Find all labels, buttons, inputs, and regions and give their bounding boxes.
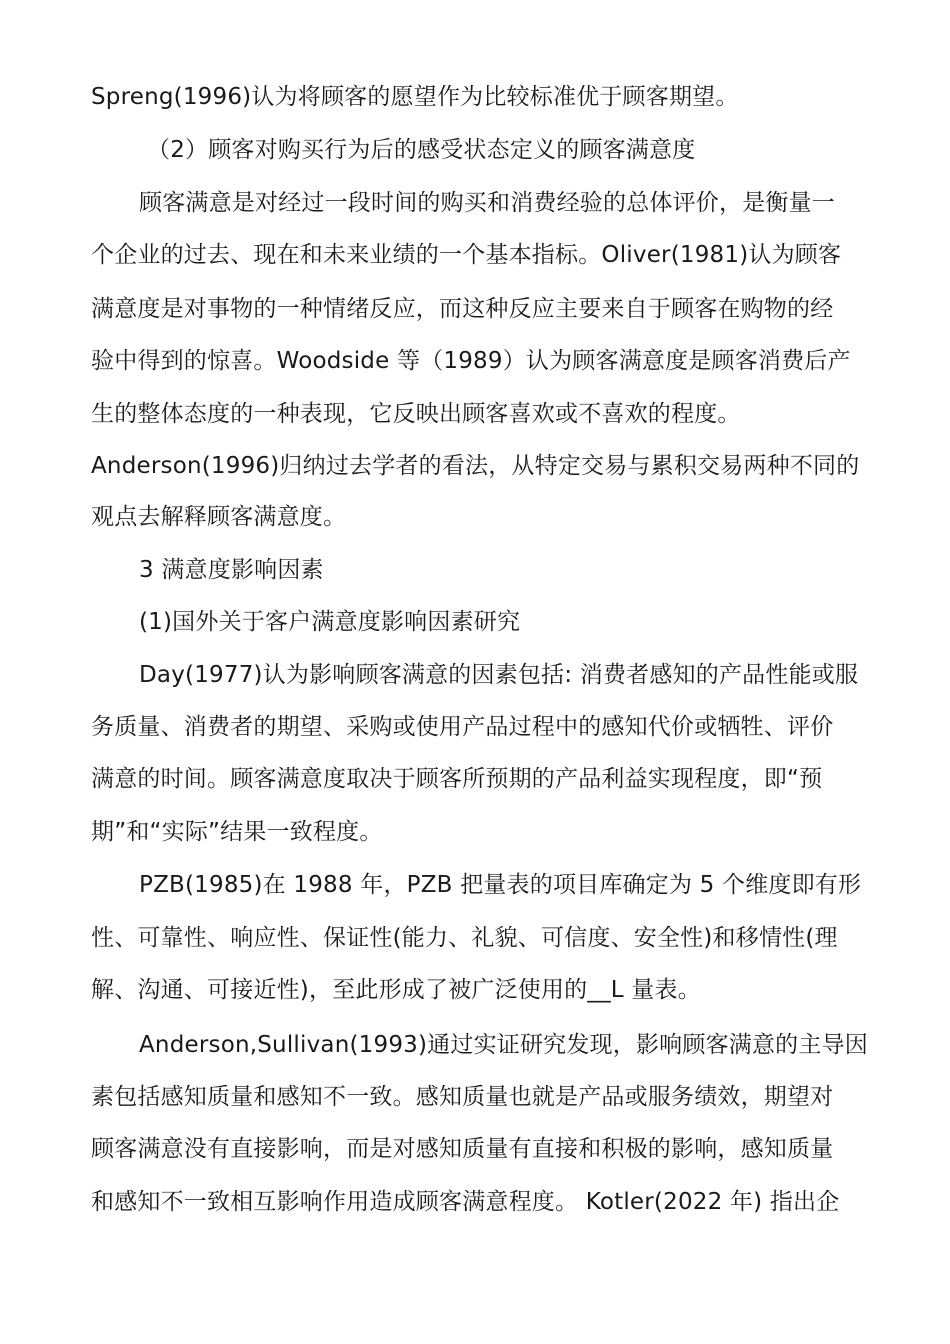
text-line-3: 顾客满意是对经过一段时间的购买和消费经验的总体评价，是衡量一 [139,190,835,216]
subheading-customer-satisfaction-definition: （2）顾客对购买行为后的感受状态定义的顾客满意度 [147,137,696,163]
text-line-6: 验中得到的惊喜。Woodside 等（1989）认为顾客满意度是顾客消费后产 [91,348,851,374]
text-line-5: 满意度是对事物的一种情绪反应，而这种反应主要来自于顾客在购物的经 [91,296,834,322]
subheading-foreign-research: (1)国外关于客户满意度影响因素研究 [139,609,521,635]
text-line-4: 个企业的过去、现在和未来业绩的一个基本指标。Oliver(1981)认为顾客 [91,242,842,268]
text-line-17: 性、可靠性、响应性、保证性(能力、礼貌、可信度、安全性)和移情性(理 [91,925,838,951]
text-line-9: 观点去解释顾客满意度。 [91,504,347,530]
text-line-19: Anderson,Sullivan(1993)通过实证研究发现，影响顾客满意的主导因 [139,1032,868,1058]
text-line-1: Spreng(1996)认为将顾客的愿望作为比较标准优于顾客期望。 [91,84,739,110]
text-line-13: 务质量、消费者的期望、采购或使用产品过程中的感知代价或牺牲、评价 [91,714,834,740]
text-line-14: 满意的时间。顾客满意度取决于顾客所预期的产品利益实现程度，即“预 [91,766,823,792]
text-line-12: Day(1977)认为影响顾客满意的因素包括: 消费者感知的产品性能或服 [139,662,859,688]
text-line-8: Anderson(1996)归纳过去学者的看法，从特定交易与累积交易两种不同的 [91,453,860,479]
text-line-15: 期”和“实际”结果一致程度。 [91,819,383,845]
text-line-22: 和感知不一致相互影响作用造成顾客满意程度。 Kotler(2022 年) 指出企 [91,1189,840,1215]
text-line-16: PZB(1985)在 1988 年，PZB 把量表的项目库确定为 5 个维度即有形 [139,872,862,898]
section-heading-satisfaction-factors: 3 满意度影响因素 [139,557,324,583]
text-line-7: 生的整体态度的一种表现，它反映出顾客喜欢或不喜欢的程度。 [91,401,741,427]
text-line-20: 素包括感知质量和感知不一致。感知质量也就是产品或服务绩效，期望对 [91,1084,834,1110]
text-line-21: 顾客满意没有直接影响，而是对感知质量有直接和积极的影响，感知质量 [91,1136,834,1162]
text-line-18: 解、沟通、可接近性)，至此形成了被广泛使用的__L 量表。 [91,977,701,1003]
